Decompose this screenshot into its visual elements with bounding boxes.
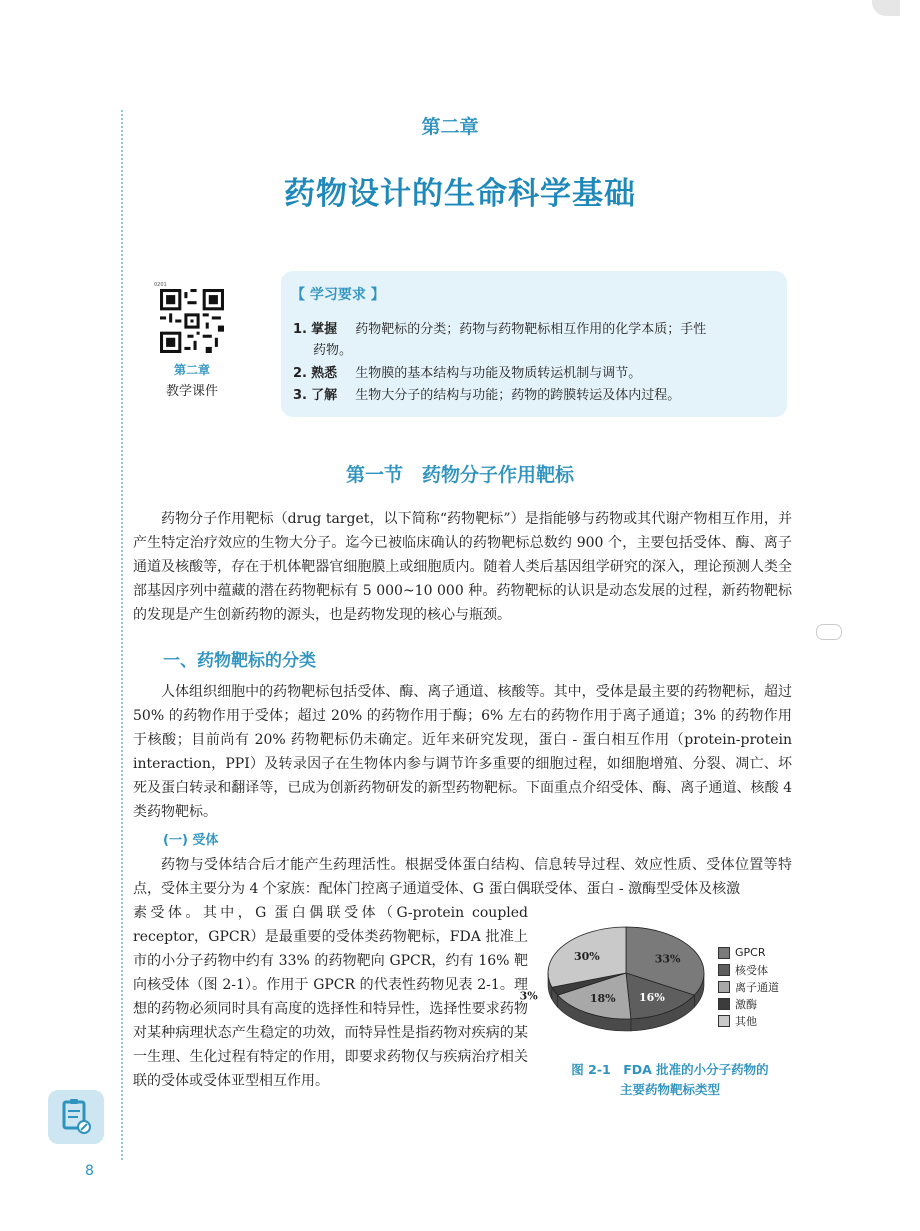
- legend-swatch: [718, 981, 730, 993]
- legend-label: 核受体: [735, 963, 768, 977]
- legend-swatch: [718, 998, 730, 1010]
- qr-caption: 教学课件: [165, 384, 218, 399]
- receptor-paragraph: 药物与受体结合后才能产生药理活性。根据受体蛋白结构、信息转导过程、效应性质、受体位置等特点，受体主要分为 4 个家族：配体门控离子通道受体、G 蛋白偶联受体、蛋白 - 激酶型受体及核激: [133, 857, 792, 897]
- requirement-item: [293, 385, 680, 406]
- learning-requirements-box: [281, 271, 787, 417]
- chart-legend: [718, 944, 779, 1029]
- qr-code-number: 0201: [154, 282, 167, 288]
- requirements-title: 【 学习要求 】: [291, 287, 385, 303]
- figure-caption-line1: 图 2-1 FDA 批准的小分子药物的: [571, 1062, 769, 1077]
- qr-code-icon[interactable]: [160, 289, 224, 353]
- chapter-title: 药物设计的生命科学基础: [284, 176, 636, 212]
- pie-label-离子通道: 18%: [589, 991, 616, 1005]
- chapter-label: 第二章: [421, 116, 479, 138]
- classification-paragraph: 人体组织细胞中的药物靶标包括受体、酶、离子通道、核酸等。其中，受体是最主要的药物靶标，超过 50% 的药物作用于受体；超过 20% 的药物作用于酶；6% 左右的药物作用于离子通道；3% 的药物作用于核酸；目前尚有 20% 药物靶标仍未确定。近年来研究发现，蛋白 - 蛋白相互作用（protein-protein interaction，PPI）及转录因子在生物体内参与调节许多重要的细胞过程，如细胞增殖、分裂、凋亡、坏死及蛋白转录和翻译等，已成为创新药物研发的新型药物靶标。下面重点介绍受体、酶、离子通道、核酸 4 类药物靶标。: [133, 684, 792, 820]
- requirement-text-continued: 药物。: [313, 343, 353, 358]
- requirement-text: 药物靶标的分类；药物与药物靶标相互作用的化学本质；手性: [355, 322, 707, 337]
- receptor-heading: (一) 受体: [163, 833, 219, 848]
- requirement-level: 了解: [311, 388, 338, 403]
- pie-label-GPCR: 33%: [654, 952, 681, 966]
- legend-item: [718, 995, 779, 1012]
- legend-label: 其他: [735, 1014, 757, 1028]
- subsection-title: 一、药物靶标的分类: [163, 651, 316, 671]
- legend-item: [718, 1012, 779, 1029]
- requirement-number: 1.: [293, 322, 307, 337]
- watermark-icon: [816, 624, 842, 640]
- requirement-number: 3.: [293, 388, 307, 403]
- legend-item: [718, 961, 779, 978]
- legend-swatch: [718, 964, 730, 976]
- receptor-paragraph-wrap: 素受体。其中，G 蛋白偶联受体（G-protein coupled receptor，GPCR）是最重要的受体类药物靶标，FDA 批准上市的小分子药物中约有 33% 的药物靶向 GPCR，约有 16% 靶向核受体（图 2-1）。作用于 GPCR 的代表性药物见表 2-1。理想的药物必须同时具有高度的选择性和特异性，选择性要求药物对某种病理状态产生稳定的功效，而特异性是指药物对疾病的某一生理、生化过程有特定的作用，即要求药物仅与疾病治疗相关联的受体或受体亚型相互作用。: [133, 905, 528, 1089]
- figure-caption: [540, 1060, 800, 1100]
- margin-rule: [121, 110, 123, 1160]
- requirement-item: [293, 319, 706, 361]
- requirement-text: 生物膜的基本结构与功能及物质转运机制与调节。: [355, 366, 642, 381]
- requirement-item: [293, 363, 641, 384]
- legend-label: 激酶: [735, 997, 757, 1011]
- legend-label: 离子通道: [735, 980, 779, 994]
- legend-item: [718, 944, 779, 961]
- intro-paragraph: 药物分子作用靶标（drug target，以下简称“药物靶标”）是指能够与药物或其代谢产物相互作用，并产生特定治疗效应的生物大分子。迄今已被临床确认的药物靶标总数约 900 个，主要包括受体、酶、离子通道及核酸等，存在于机体靶器官细胞膜上或细胞质内。随着人类后基因组学研究的深入，理论预测人类全部基因序列中蕴藏的潜在药物靶标有 5 000~10 000 种。药物靶标的认识是动态发展的过程，新药物靶标的发现是产生创新药物的源头，也是药物发现的核心与瓶颈。: [133, 511, 792, 623]
- requirement-level: 熟悉: [311, 366, 338, 381]
- notes-icon[interactable]: [48, 1090, 104, 1144]
- pie-label-激酶: 3%: [519, 989, 538, 1003]
- corner-decoration: [872, 0, 900, 16]
- legend-swatch: [718, 947, 730, 959]
- requirement-number: 2.: [293, 366, 307, 381]
- requirement-level: 掌握: [311, 322, 338, 337]
- legend-label: GPCR: [735, 946, 766, 959]
- qr-chapter-label: 第二章: [173, 363, 210, 377]
- legend-swatch: [718, 1015, 730, 1027]
- page-number: 8: [85, 1163, 94, 1179]
- pie-label-其他: 30%: [573, 950, 600, 964]
- legend-item: [718, 978, 779, 995]
- requirement-text: 生物大分子的结构与功能；药物的跨膜转运及体内过程。: [355, 388, 681, 403]
- section-title: 第一节 药物分子作用靶标: [345, 464, 574, 486]
- figure-caption-line2: 主要药物靶标类型: [619, 1082, 720, 1097]
- qr-block[interactable]: [154, 284, 230, 399]
- pie-label-核受体: 16%: [639, 991, 665, 1005]
